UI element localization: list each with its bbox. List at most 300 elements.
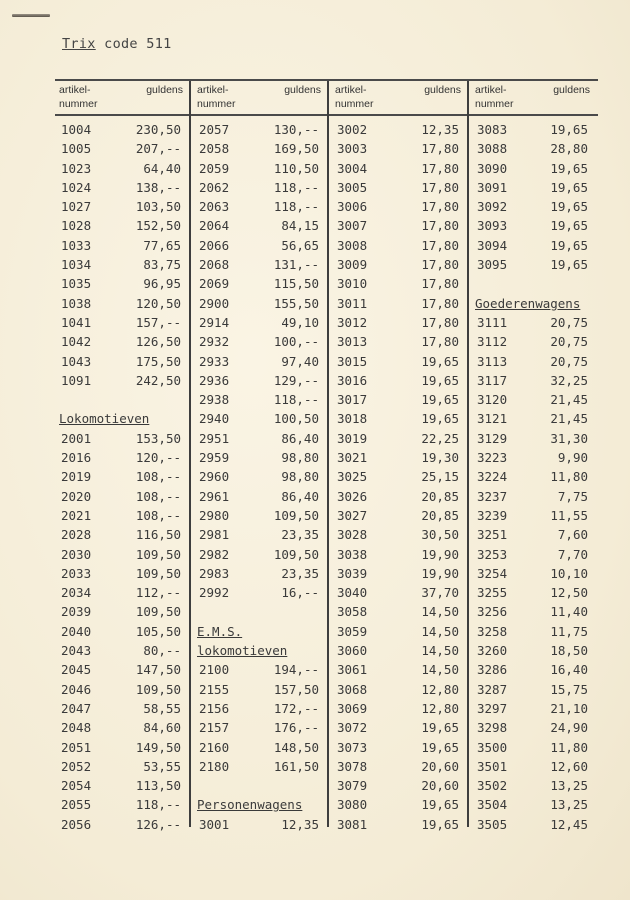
table-row — [335, 216, 459, 235]
table-row — [197, 506, 319, 525]
price-table — [55, 79, 598, 832]
article-number: 2055 — [61, 797, 92, 813]
table-row — [335, 776, 459, 795]
article-number: 2030 — [61, 546, 92, 562]
article-number: 2034 — [61, 585, 92, 601]
article-number: 2019 — [61, 469, 92, 485]
table-row — [59, 332, 181, 351]
table-row — [59, 294, 181, 313]
price-guldens: 19,30 — [421, 450, 459, 466]
table-row — [59, 506, 181, 525]
article-number: 3500 — [477, 739, 508, 755]
table-row — [475, 159, 588, 178]
price-guldens: 83,75 — [143, 257, 181, 273]
table-row — [197, 409, 319, 428]
price-guldens: 120,50 — [135, 295, 181, 311]
article-number: 3010 — [337, 276, 368, 292]
table-row — [197, 487, 319, 506]
table-row — [197, 699, 319, 718]
price-guldens: 23,35 — [281, 565, 319, 581]
article-number: 3287 — [477, 681, 508, 697]
price-guldens: 100,-- — [273, 334, 319, 350]
price-guldens: 58,55 — [143, 700, 181, 716]
table-row — [197, 564, 319, 583]
table-row — [475, 776, 588, 795]
price-guldens: 19,65 — [550, 257, 588, 273]
article-number: 1043 — [61, 353, 92, 369]
price-guldens: 109,50 — [135, 546, 181, 562]
price-guldens: 19,65 — [421, 392, 459, 408]
table-row — [59, 680, 181, 699]
article-number: 2016 — [61, 450, 92, 466]
price-guldens: 23,35 — [281, 527, 319, 543]
article-number: 1091 — [61, 372, 92, 388]
article-number: 3251 — [477, 527, 508, 543]
table-row — [475, 622, 588, 641]
article-number: 3015 — [337, 353, 368, 369]
price-guldens: 130,-- — [273, 122, 319, 137]
price-guldens: 84,60 — [143, 720, 181, 736]
table-row — [475, 197, 588, 216]
article-number: 3083 — [477, 122, 508, 137]
header-artikel: artikel- — [335, 84, 367, 96]
article-number: 3111 — [477, 314, 508, 330]
header-artikel: artikel- — [59, 84, 91, 96]
price-guldens: 16,40 — [550, 662, 588, 678]
header-nummer: nummer — [197, 98, 236, 110]
article-number: 3088 — [477, 141, 508, 157]
price-guldens: 11,55 — [550, 507, 588, 523]
article-number: 3007 — [337, 218, 368, 234]
article-number: 3081 — [337, 816, 368, 832]
table-row — [335, 487, 459, 506]
table-row — [335, 564, 459, 583]
article-number: 2001 — [61, 430, 92, 446]
section-heading: lokomotieven — [197, 643, 288, 659]
article-number: 2155 — [199, 681, 230, 697]
price-guldens: 118,-- — [135, 797, 181, 813]
price-guldens: 19,65 — [421, 411, 459, 427]
article-number: 2980 — [199, 507, 230, 523]
table-row — [335, 139, 459, 158]
header-artikel: artikel- — [475, 84, 507, 96]
price-guldens: 153,50 — [135, 430, 181, 446]
article-number: 2062 — [199, 179, 230, 195]
table-row — [335, 660, 459, 679]
article-number: 1004 — [61, 122, 92, 137]
article-number: 2043 — [61, 643, 92, 659]
price-guldens: 11,75 — [550, 623, 588, 639]
table-row — [335, 255, 459, 274]
price-guldens: 96,95 — [143, 276, 181, 292]
price-guldens: 17,80 — [421, 314, 459, 330]
article-number: 2033 — [61, 565, 92, 581]
article-number: 2156 — [199, 700, 230, 716]
price-guldens: 12,80 — [421, 700, 459, 716]
price-guldens: 110,50 — [273, 160, 319, 176]
price-guldens: 17,80 — [421, 218, 459, 234]
article-number: 3117 — [477, 372, 508, 388]
table-row — [59, 622, 181, 641]
price-guldens: 20,75 — [550, 314, 588, 330]
price-guldens: 109,50 — [135, 565, 181, 581]
table-row — [475, 602, 588, 621]
price-guldens: 126,50 — [135, 334, 181, 350]
price-guldens: 12,35 — [421, 122, 459, 137]
price-guldens: 25,15 — [421, 469, 459, 485]
price-guldens: 176,-- — [273, 720, 319, 736]
table-row — [59, 274, 181, 293]
table-row — [197, 390, 319, 409]
column-rows — [475, 120, 588, 834]
price-guldens: 17,80 — [421, 237, 459, 253]
price-guldens: 7,70 — [557, 546, 588, 562]
article-number: 3028 — [337, 527, 368, 543]
table-row — [197, 352, 319, 371]
price-guldens: 19,65 — [550, 199, 588, 215]
article-number: 3005 — [337, 179, 368, 195]
table-row — [475, 757, 588, 776]
header-nummer: nummer — [59, 98, 98, 110]
table-row — [197, 294, 319, 313]
article-number: 3026 — [337, 488, 368, 504]
table-row — [59, 718, 181, 737]
header-guldens: guldens — [553, 84, 590, 96]
price-guldens: 12,45 — [550, 816, 588, 832]
table-row — [475, 178, 588, 197]
price-guldens: 14,50 — [421, 643, 459, 659]
table-row — [475, 641, 588, 660]
table-row — [335, 583, 459, 602]
table-row — [335, 545, 459, 564]
table-row — [475, 660, 588, 679]
article-number: 3011 — [337, 295, 368, 311]
price-guldens: 49,10 — [281, 314, 319, 330]
price-guldens: 194,-- — [273, 662, 319, 678]
article-number: 3001 — [199, 816, 230, 832]
article-number: 2938 — [199, 392, 230, 408]
table-row — [197, 332, 319, 351]
price-guldens: 28,80 — [550, 141, 588, 157]
table-row — [197, 159, 319, 178]
title-brand: Trix — [62, 36, 96, 52]
article-number: 3260 — [477, 643, 508, 659]
article-number: 3040 — [337, 585, 368, 601]
article-number: 3297 — [477, 700, 508, 716]
price-guldens: 19,65 — [421, 372, 459, 388]
table-row — [475, 795, 588, 814]
article-number: 2100 — [199, 662, 230, 678]
table-row — [475, 525, 588, 544]
column-header — [475, 81, 590, 114]
article-number: 3224 — [477, 469, 508, 485]
price-guldens: 12,60 — [550, 758, 588, 774]
article-number: 2054 — [61, 778, 92, 794]
price-guldens: 157,-- — [135, 314, 181, 330]
table-row — [59, 564, 181, 583]
table-row — [59, 525, 181, 544]
price-guldens: 15,75 — [550, 681, 588, 697]
price-guldens: 17,80 — [421, 276, 459, 292]
table-row — [475, 506, 588, 525]
article-number: 3093 — [477, 218, 508, 234]
article-number: 2960 — [199, 469, 230, 485]
article-number: 2951 — [199, 430, 230, 446]
article-number: 2914 — [199, 314, 230, 330]
price-guldens: 12,35 — [281, 816, 319, 832]
table-row — [197, 120, 319, 139]
table-row — [475, 409, 588, 428]
table-row — [335, 738, 459, 757]
price-guldens: 109,50 — [273, 507, 319, 523]
table-row — [59, 236, 181, 255]
table-row — [59, 699, 181, 718]
price-guldens: 19,65 — [421, 720, 459, 736]
table-row — [475, 815, 588, 834]
column-rows — [59, 120, 181, 834]
table-row — [59, 545, 181, 564]
table-row — [335, 332, 459, 351]
price-guldens: 17,80 — [421, 295, 459, 311]
table-row — [475, 371, 588, 390]
price-guldens: 32,25 — [550, 372, 588, 388]
table-row — [335, 602, 459, 621]
article-number: 2039 — [61, 604, 92, 620]
article-number: 3258 — [477, 623, 508, 639]
article-number: 2981 — [199, 527, 230, 543]
table-row — [335, 467, 459, 486]
article-number: 3505 — [477, 816, 508, 832]
table-row — [59, 255, 181, 274]
table-row — [335, 525, 459, 544]
article-number: 3025 — [337, 469, 368, 485]
price-guldens: 157,50 — [273, 681, 319, 697]
price-guldens: 118,-- — [273, 199, 319, 215]
table-row — [335, 757, 459, 776]
header-guldens: guldens — [424, 84, 461, 96]
price-guldens: 149,50 — [135, 739, 181, 755]
table-row — [335, 622, 459, 641]
article-number: 2056 — [61, 816, 92, 832]
price-guldens: 109,50 — [273, 546, 319, 562]
price-guldens: 84,15 — [281, 218, 319, 234]
price-guldens: 155,50 — [273, 295, 319, 311]
price-guldens: 161,50 — [273, 758, 319, 774]
price-column-4 — [471, 81, 598, 832]
table-row — [335, 120, 459, 139]
article-number: 3079 — [337, 778, 368, 794]
table-row — [475, 429, 588, 448]
article-number: 1042 — [61, 334, 92, 350]
article-number: 2900 — [199, 295, 230, 311]
article-number: 3058 — [337, 604, 368, 620]
price-guldens: 7,60 — [557, 527, 588, 543]
article-number: 3038 — [337, 546, 368, 562]
table-row — [197, 313, 319, 332]
table-row — [197, 429, 319, 448]
title-code: code 511 — [95, 36, 172, 52]
table-row — [335, 506, 459, 525]
price-guldens: 175,50 — [135, 353, 181, 369]
price-guldens: 11,80 — [550, 739, 588, 755]
table-row — [475, 487, 588, 506]
article-number: 3006 — [337, 199, 368, 215]
table-row — [59, 467, 181, 486]
price-guldens: 19,65 — [421, 739, 459, 755]
price-guldens: 7,75 — [557, 488, 588, 504]
table-row — [335, 795, 459, 814]
table-row — [335, 159, 459, 178]
spacer-row — [197, 776, 319, 795]
article-number: 2983 — [199, 565, 230, 581]
column-divider — [327, 81, 329, 827]
price-guldens: 13,25 — [550, 797, 588, 813]
price-guldens: 20,75 — [550, 353, 588, 369]
price-guldens: 129,-- — [273, 372, 319, 388]
price-guldens: 56,65 — [281, 237, 319, 253]
table-row — [335, 718, 459, 737]
table-row — [197, 583, 319, 602]
price-guldens: 18,50 — [550, 643, 588, 659]
price-guldens: 138,-- — [135, 179, 181, 195]
article-number: 3113 — [477, 353, 508, 369]
article-number: 2059 — [199, 160, 230, 176]
price-guldens: 11,80 — [550, 469, 588, 485]
table-row — [59, 371, 181, 390]
table-row — [475, 738, 588, 757]
column-divider — [189, 81, 191, 827]
article-number: 3021 — [337, 450, 368, 466]
article-number: 3078 — [337, 758, 368, 774]
price-guldens: 100,50 — [273, 411, 319, 427]
price-guldens: 230,50 — [135, 122, 181, 137]
table-row — [197, 525, 319, 544]
table-row — [197, 467, 319, 486]
article-number: 3060 — [337, 643, 368, 659]
price-guldens: 19,65 — [550, 122, 588, 137]
article-number: 1038 — [61, 295, 92, 311]
article-number: 3094 — [477, 237, 508, 253]
table-row — [59, 487, 181, 506]
article-number: 3504 — [477, 797, 508, 813]
header-guldens: guldens — [146, 84, 183, 96]
table-row — [59, 216, 181, 235]
article-number: 1027 — [61, 199, 92, 215]
price-guldens: 16,-- — [281, 585, 319, 601]
price-guldens: 64,40 — [143, 160, 181, 176]
price-guldens: 108,-- — [135, 507, 181, 523]
price-guldens: 148,50 — [273, 739, 319, 755]
price-guldens: 112,-- — [135, 585, 181, 601]
article-number: 3002 — [337, 122, 368, 137]
article-number: 2040 — [61, 623, 92, 639]
article-number: 3502 — [477, 778, 508, 794]
article-number: 2932 — [199, 334, 230, 350]
table-row — [335, 178, 459, 197]
table-row — [197, 718, 319, 737]
table-row — [335, 699, 459, 718]
column-header — [335, 81, 461, 114]
price-guldens: 17,80 — [421, 160, 459, 176]
price-guldens: 19,90 — [421, 565, 459, 581]
table-row — [335, 352, 459, 371]
article-number: 2157 — [199, 720, 230, 736]
price-guldens: 86,40 — [281, 488, 319, 504]
price-guldens: 14,50 — [421, 604, 459, 620]
article-number: 2057 — [199, 122, 230, 137]
table-row — [475, 216, 588, 235]
article-number: 2066 — [199, 237, 230, 253]
price-column-2 — [193, 81, 329, 832]
price-guldens: 19,90 — [421, 546, 459, 562]
table-row — [59, 197, 181, 216]
table-row — [197, 738, 319, 757]
table-row — [197, 274, 319, 293]
table-row — [335, 815, 459, 834]
table-row — [197, 815, 319, 834]
article-number: 3091 — [477, 179, 508, 195]
price-guldens: 10,10 — [550, 565, 588, 581]
price-guldens: 22,25 — [421, 430, 459, 446]
header-artikel: artikel- — [197, 84, 229, 96]
table-row — [335, 313, 459, 332]
spacer-row — [197, 602, 319, 621]
table-row — [475, 352, 588, 371]
price-guldens: 118,-- — [273, 392, 319, 408]
price-guldens: 120,-- — [135, 450, 181, 466]
article-number: 3004 — [337, 160, 368, 176]
article-number: 3239 — [477, 507, 508, 523]
price-guldens: 53,55 — [143, 758, 181, 774]
header-guldens: guldens — [284, 84, 321, 96]
article-number: 3080 — [337, 797, 368, 813]
article-number: 2961 — [199, 488, 230, 504]
price-guldens: 19,65 — [550, 160, 588, 176]
table-row — [335, 641, 459, 660]
price-guldens: 172,-- — [273, 700, 319, 716]
price-guldens: 113,50 — [135, 778, 181, 794]
article-number: 2028 — [61, 527, 92, 543]
price-guldens: 109,50 — [135, 604, 181, 620]
article-number: 2940 — [199, 411, 230, 427]
price-guldens: 131,-- — [273, 257, 319, 273]
price-guldens: 12,80 — [421, 681, 459, 697]
article-number: 2020 — [61, 488, 92, 504]
table-row — [197, 448, 319, 467]
article-number: 3120 — [477, 392, 508, 408]
section-heading: Goederenwagens — [475, 295, 581, 311]
article-number: 2933 — [199, 353, 230, 369]
price-guldens: 20,85 — [421, 507, 459, 523]
article-number: 3016 — [337, 372, 368, 388]
article-number: 3069 — [337, 700, 368, 716]
article-number: 3039 — [337, 565, 368, 581]
article-number: 3017 — [337, 392, 368, 408]
table-row — [59, 660, 181, 679]
article-number: 3068 — [337, 681, 368, 697]
table-row — [335, 448, 459, 467]
price-guldens: 21,45 — [550, 411, 588, 427]
page-title — [62, 36, 172, 52]
price-guldens: 31,30 — [550, 430, 588, 446]
price-guldens: 12,50 — [550, 585, 588, 601]
article-number: 3003 — [337, 141, 368, 157]
article-number: 2064 — [199, 218, 230, 234]
price-guldens: 19,65 — [550, 179, 588, 195]
table-row — [197, 680, 319, 699]
spacer-row — [59, 390, 181, 409]
table-row — [335, 680, 459, 699]
